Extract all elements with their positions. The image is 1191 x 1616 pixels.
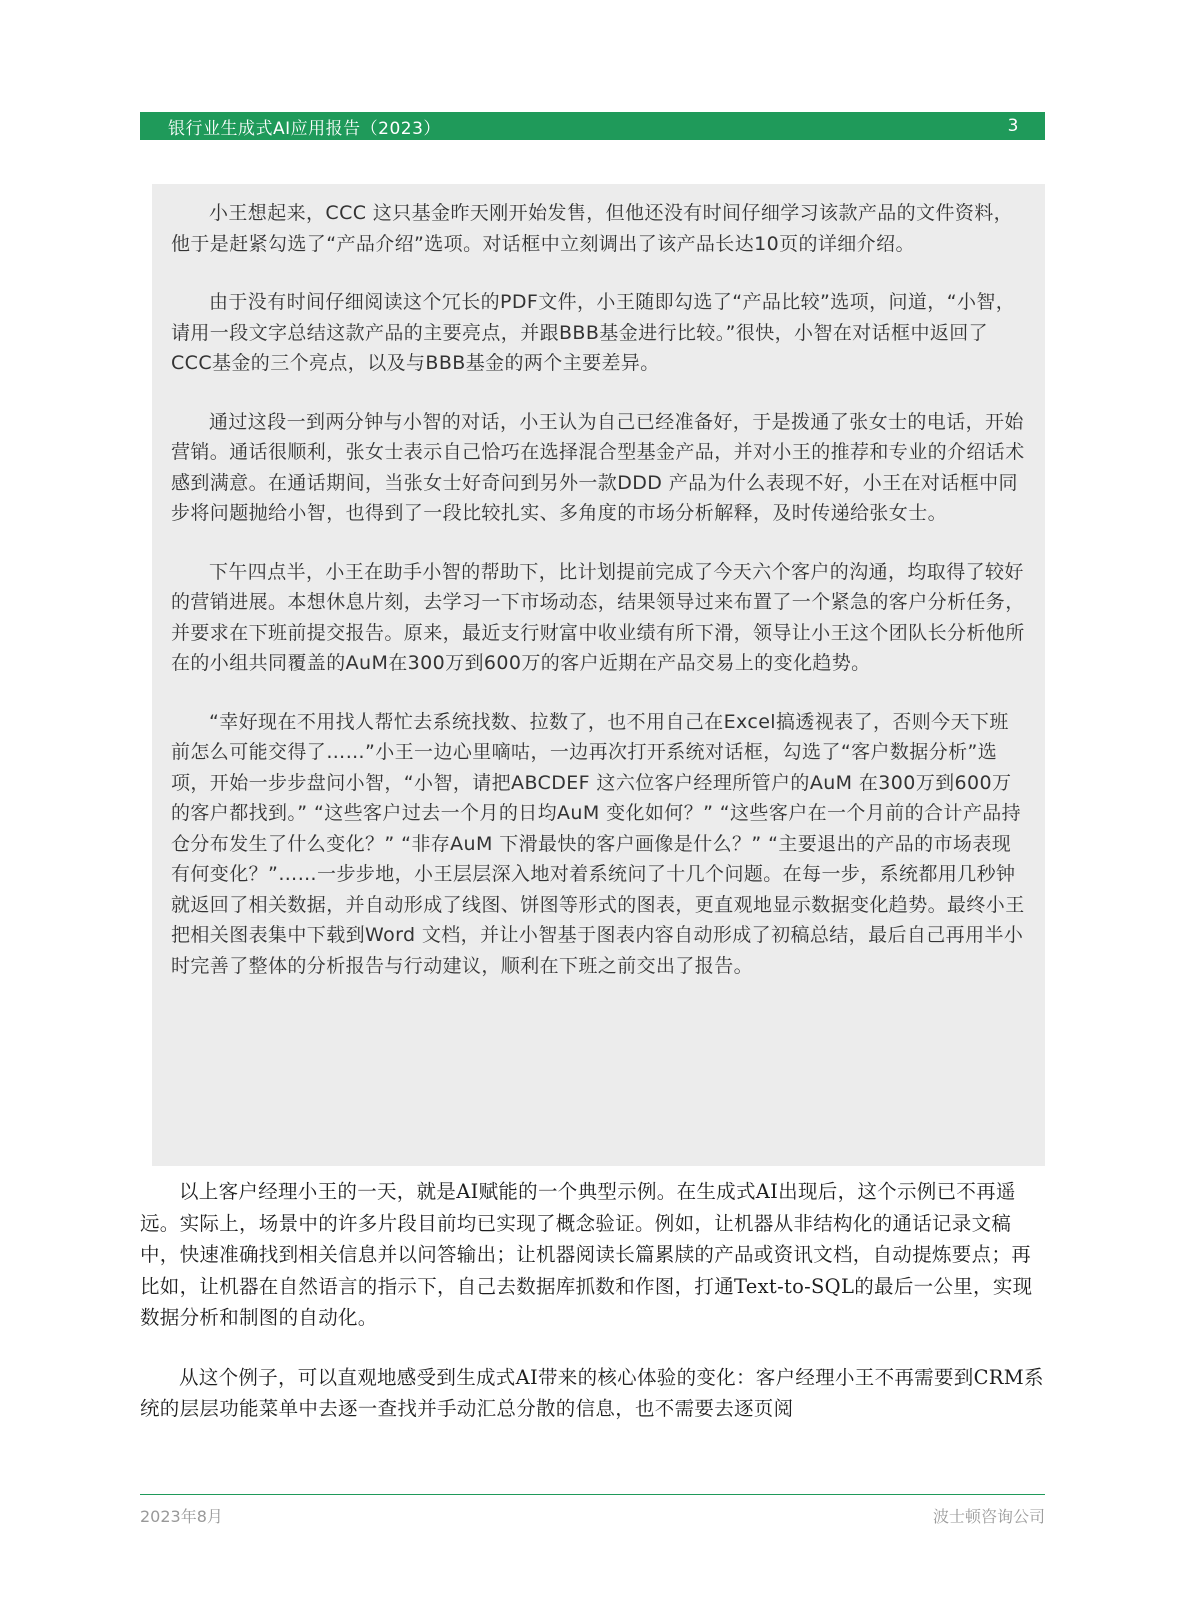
report-title: 银行业生成式AI应用报告（2023） — [168, 118, 441, 139]
footer-company: 波士顿咨询公司 — [932, 1507, 1045, 1526]
story-paragraph: 小王想起来，CCC 这只基金昨天刚开始发售，但他还没有时间仔细学习该款产品的文件资料，他于是赶紧勾选了“产品介绍”选项。对话框中立刻调出了该产品长达10页的详细介绍。 — [171, 202, 1014, 255]
body-paragraph: 以上客户经理小王的一天，就是AI赋能的一个典型示例。在生成式AI出现后，这个示例已不再遥远。实际上，场景中的许多片段目前均已实现了概念验证。例如，让机器从非结构化的通话记录文稿中，快速准确找到相关信息并以问答输出；让机器阅读长篇累牍的产品或资讯文档，自动提炼要点；再比如，让机器在自然语言的指示下，自己去数据库抓数和作图，打通Text-to-SQL的最后一公里，实现数据分析和制图的自动化。 — [140, 1180, 1033, 1329]
footer-divider — [140, 1494, 1045, 1495]
page-number: 3 — [1007, 116, 1019, 136]
story-paragraph: 下午四点半，小王在助手小智的帮助下，比计划提前完成了今天六个客户的沟通，均取得了较好的营销进展。本想休息片刻，去学习一下市场动态，结果领导过来布置了一个紧急的客户分析任务，并要求在下班前提交报告。原来，最近支行财富中收业绩有所下滑，领导让小王这个团队长分析他所在的小组共同覆盖的AuM在300万到600万的客户近期在产品交易上的变化趋势。 — [171, 560, 1025, 674]
body-text — [140, 1176, 1045, 1453]
body-paragraph: 从这个例子，可以直观地感受到生成式AI带来的核心体验的变化：客户经理小王不再需要到CRM系统的层层功能菜单中去逐一查找并手动汇总分散的信息，也不需要去逐页阅 — [140, 1365, 1044, 1420]
scenario-story-box — [152, 184, 1045, 1166]
story-paragraph: 通过这段一到两分钟与小智的对话，小王认为自己已经准备好，于是拨通了张女士的电话，开始营销。通话很顺利，张女士表示自己恰巧在选择混合型基金产品，并对小王的推荐和专业的介绍话术感到满意。在通话期间，当张女士好奇问到另外一款DDD 产品为什么表现不好，小王在对话框中同步将问题抛给小智，也得到了一段比较扎实、多角度的市场分析解释，及时传递给张女士。 — [171, 410, 1025, 524]
report-header-bar — [140, 112, 1045, 140]
story-paragraph: 由于没有时间仔细阅读这个冗长的PDF文件，小王随即勾选了“产品比较”选项，问道，“小智，请用一段文字总结这款产品的主要亮点，并跟BBB基金进行比较。”很快，小智在对话框中返回了CCC基金的三个亮点，以及与BBB基金的两个主要差异。 — [171, 291, 1016, 374]
footer-date: 2023年8月 — [140, 1507, 223, 1526]
story-paragraph: “幸好现在不用找人帮忙去系统找数、拉数了，也不用自己在Excel搞透视表了，否则今天下班前怎么可能交得了……”小王一边心里嘀咕，一边再次打开系统对话框，勾选了“客户数据分析”选项，开始一步步盘问小智，“小智，请把ABCDEF 这六位客户经理所管户的AuM 在300万到600万的客户都找到。” “这些客户过去一个月的日均AuM 变化如何？” “这些客户在一个月前的合计产品持仓分布发生了什么变化？” “非存AuM 下滑最快的客户画像是什么？” “主要退出的产品的市场表现有何变化？”……一步步地，小王层层深入地对着系统问了十几个问题。在每一步，系统都用几秒钟就返回了相关数据，并自动形成了线图、饼图等形式的图表，更直观地显示数据变化趋势。最终小王把相关图表集中下载到Word 文档，并让小智基于图表内容自动形成了初稿总结，最后自己再用半小时完善了整体的分析报告与行动建议，顺利在下班之前交出了报告。 — [171, 710, 1025, 977]
